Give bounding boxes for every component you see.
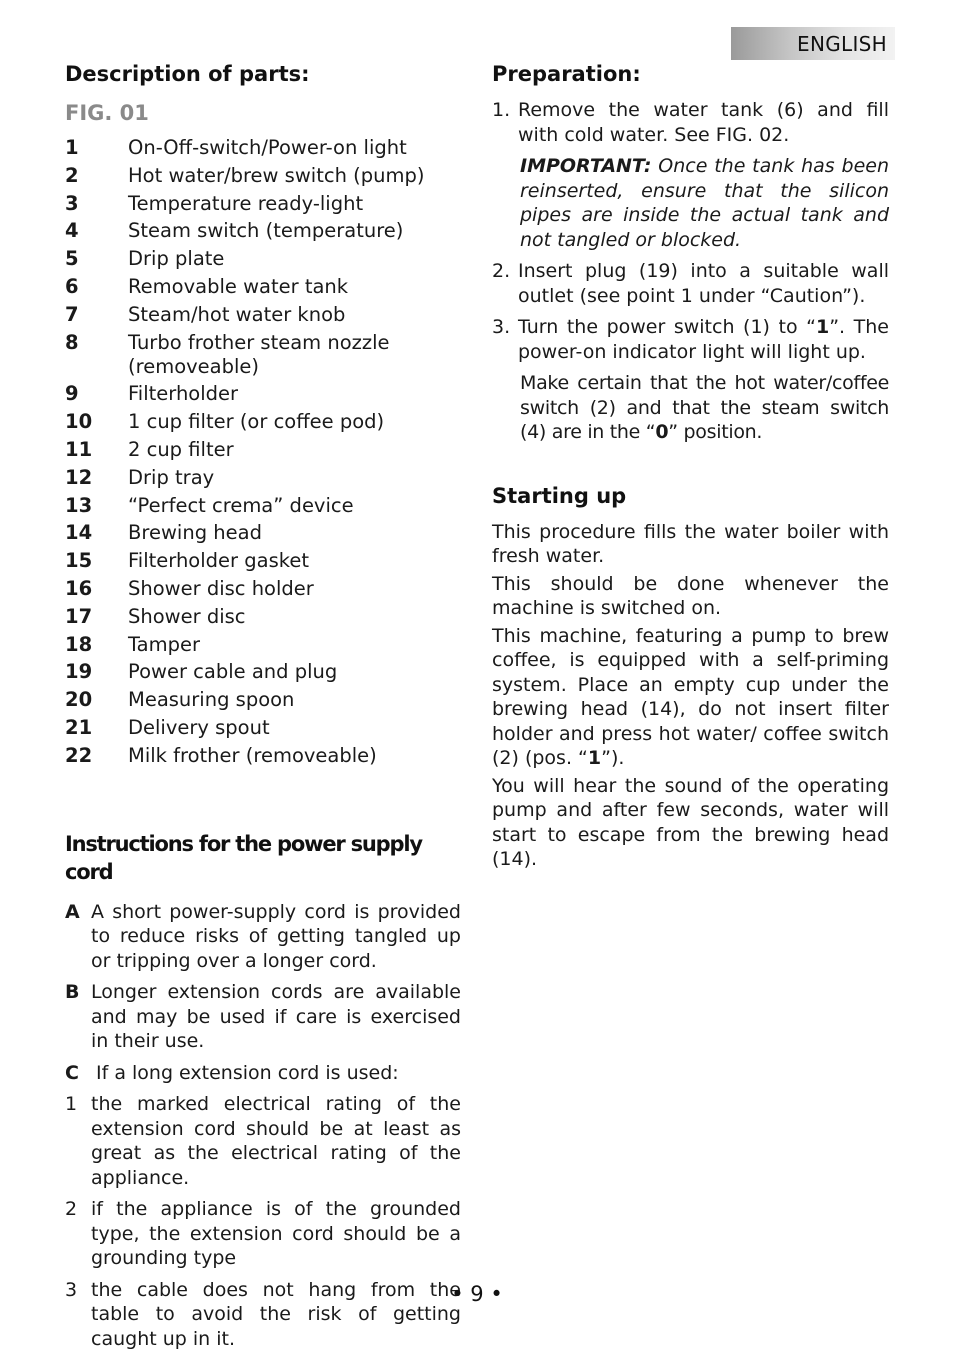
- switch-position-note: [520, 371, 889, 445]
- part-number: 5: [65, 247, 79, 271]
- part-description: Turbo frother steam nozzle (removeable): [128, 330, 390, 378]
- part-number: 6: [65, 274, 79, 298]
- part-item: [65, 192, 461, 216]
- part-item: [65, 521, 461, 545]
- part-description: Milk frother (removeable): [128, 743, 377, 767]
- part-number: 3: [65, 191, 79, 215]
- part-number: 10: [65, 410, 93, 434]
- part-item: [65, 688, 461, 712]
- part-description: Steam switch (temperature): [128, 219, 404, 243]
- preparation-step-3: [492, 315, 889, 364]
- part-description: On-Off-switch/Power-on light: [128, 136, 407, 159]
- part-number: 20: [65, 688, 93, 712]
- part-description: Drip plate: [128, 247, 225, 271]
- part-description: Filterholder gasket: [128, 549, 309, 573]
- part-number: 11: [65, 437, 93, 461]
- starting-paragraph-4: You will hear the sound of the operating pump and after few seconds, water will start to escape from the brewing head (14).: [492, 774, 889, 870]
- cord-item-label: 3: [65, 1278, 78, 1301]
- cord-title: Instructions for the power supply cord: [65, 831, 422, 884]
- part-number: 15: [65, 549, 93, 573]
- cord-item-text: the marked electrical rating of the extension cord should be at least as great as the electrical rating of the appliance.: [91, 1093, 461, 1189]
- part-description: Tamper: [128, 632, 201, 656]
- part-number: 19: [65, 660, 93, 684]
- cord-item-text: If a long extension cord is used:: [96, 1061, 399, 1084]
- cord-item: [65, 1092, 461, 1190]
- left-column: [65, 60, 461, 1358]
- cord-item-label: 1: [65, 1093, 78, 1116]
- part-description: Measuring spoon: [128, 688, 295, 712]
- language-tab: [731, 27, 895, 60]
- step-number: 1.: [492, 99, 511, 121]
- preparation-title: Preparation:: [492, 62, 641, 86]
- step3-text-pre: Turn the power switch (1) to “: [518, 316, 816, 338]
- part-number: 13: [65, 493, 93, 517]
- part-item: [65, 605, 461, 629]
- part-item: [65, 136, 461, 160]
- cord-item-label: C: [65, 1061, 79, 1084]
- part-number: 17: [65, 604, 93, 628]
- starting-paragraph-3: [492, 624, 889, 771]
- part-number: 9: [65, 382, 79, 406]
- preparation-step-1: [492, 98, 889, 147]
- part-item: [65, 549, 461, 573]
- note-position-value: 0: [655, 421, 669, 443]
- step-text: [518, 315, 889, 364]
- part-item: [65, 494, 461, 518]
- part-number: 8: [65, 330, 79, 354]
- cord-item-text: the cable does not hang from the table to avoid the risk of getting caught up in it.: [91, 1278, 461, 1350]
- cord-item-label: B: [65, 981, 80, 1004]
- parts-title: Description of parts:: [65, 62, 310, 86]
- part-description: Steam/hot water knob: [128, 302, 346, 326]
- part-number: 21: [65, 715, 93, 739]
- part-number: 7: [65, 302, 79, 326]
- step-text: Insert plug (19) into a suitable wall outlet (see point 1 under “Caution”).: [518, 260, 889, 307]
- starting-paragraph-2: This should be done whenever the machine is switched on.: [492, 572, 889, 619]
- part-description: Shower disc: [128, 604, 246, 628]
- cord-item-text: if the appliance is of the grounded type, the extension cord should be a grounding type: [91, 1198, 461, 1270]
- part-item: [65, 577, 461, 601]
- step-number: 3.: [492, 316, 511, 338]
- starting-up-title: Starting up: [492, 483, 627, 508]
- part-number: 2: [65, 163, 79, 187]
- note-text-pre: Make certain that the hot water/coffee switch (2) and that the steam switch (4) are in the “: [520, 372, 889, 443]
- language-label: ENGLISH: [797, 31, 887, 56]
- part-item: [65, 164, 461, 188]
- part-item: [65, 219, 461, 243]
- part-number: 1: [65, 136, 79, 159]
- part-item: [65, 331, 461, 379]
- cord-item: [65, 1061, 461, 1086]
- cord-item-label: 2: [65, 1198, 78, 1221]
- part-description: Removable water tank: [128, 274, 349, 298]
- p3-text-pre: This machine, featuring a pump to brew coffee, is equipped with a self-priming system. Place an empty cup under the brewing head (14), do not insert filter holder and press hot water/ coffee switch (2) (pos. “: [492, 624, 889, 769]
- part-description: Filterholder: [128, 382, 239, 406]
- part-item: [65, 660, 461, 684]
- p3-text-post: ”).: [601, 747, 625, 769]
- part-description: Power cable and plug: [128, 660, 338, 684]
- part-description: Brewing head: [128, 521, 262, 545]
- part-description: 2 cup filter: [128, 437, 234, 461]
- part-item: [65, 466, 461, 490]
- part-description: “Perfect crema” device: [128, 493, 354, 517]
- part-item: [65, 275, 461, 299]
- step3-text-post: ”. The power-on indicator light will light up.: [518, 316, 889, 363]
- starting-paragraph-1: This procedure fills the water boiler with fresh water.: [492, 520, 889, 567]
- part-item: [65, 382, 461, 406]
- cord-item: [65, 1197, 461, 1271]
- cord-item: [65, 900, 461, 974]
- important-text: Once the tank has been reinserted, ensure that the silicon pipes are inside the actual tank and not tangled or blocked.: [520, 155, 889, 251]
- important-note: [520, 154, 889, 252]
- cord-item-text: Longer extension cords are available and may be used if care is exercised in their use.: [91, 981, 461, 1053]
- part-description: Hot water/brew switch (pump): [128, 163, 425, 187]
- step3-position-value: 1: [815, 316, 830, 338]
- part-description: Drip tray: [128, 465, 215, 489]
- step-number: 2.: [492, 260, 511, 282]
- part-description: Shower disc holder: [128, 576, 314, 600]
- part-number: 4: [65, 219, 79, 243]
- parts-list: [65, 136, 461, 768]
- cord-item-text: A short power-supply cord is provided to reduce risks of getting tangled up or tripping over a longer cord.: [91, 900, 461, 972]
- important-label: IMPORTANT:: [520, 155, 652, 177]
- part-item: [65, 410, 461, 434]
- part-item: [65, 438, 461, 462]
- part-description: 1 cup filter (or coffee pod): [128, 410, 385, 434]
- preparation-step-2: [492, 259, 889, 308]
- step-text: Remove the water tank (6) and fill with cold water. See FIG. 02.: [518, 99, 889, 146]
- cord-item: [65, 980, 461, 1054]
- part-item: [65, 633, 461, 657]
- part-item: [65, 744, 461, 768]
- part-item: [65, 247, 461, 271]
- figure-label: FIG. 01: [65, 101, 149, 125]
- p3-position-value: 1: [587, 747, 602, 769]
- part-description: Temperature ready-light: [128, 191, 364, 215]
- right-column: [492, 60, 889, 875]
- part-item: [65, 303, 461, 327]
- part-description: Delivery spout: [128, 715, 270, 739]
- part-number: 16: [65, 576, 93, 600]
- note-text-post: ” position.: [668, 421, 763, 443]
- part-item: [65, 716, 461, 740]
- cord-item-label: A: [65, 900, 80, 923]
- page-number: • 9 •: [451, 1282, 503, 1306]
- part-number: 14: [65, 521, 93, 545]
- part-number: 12: [65, 465, 93, 489]
- part-number: 18: [65, 632, 93, 656]
- part-number: 22: [65, 743, 93, 767]
